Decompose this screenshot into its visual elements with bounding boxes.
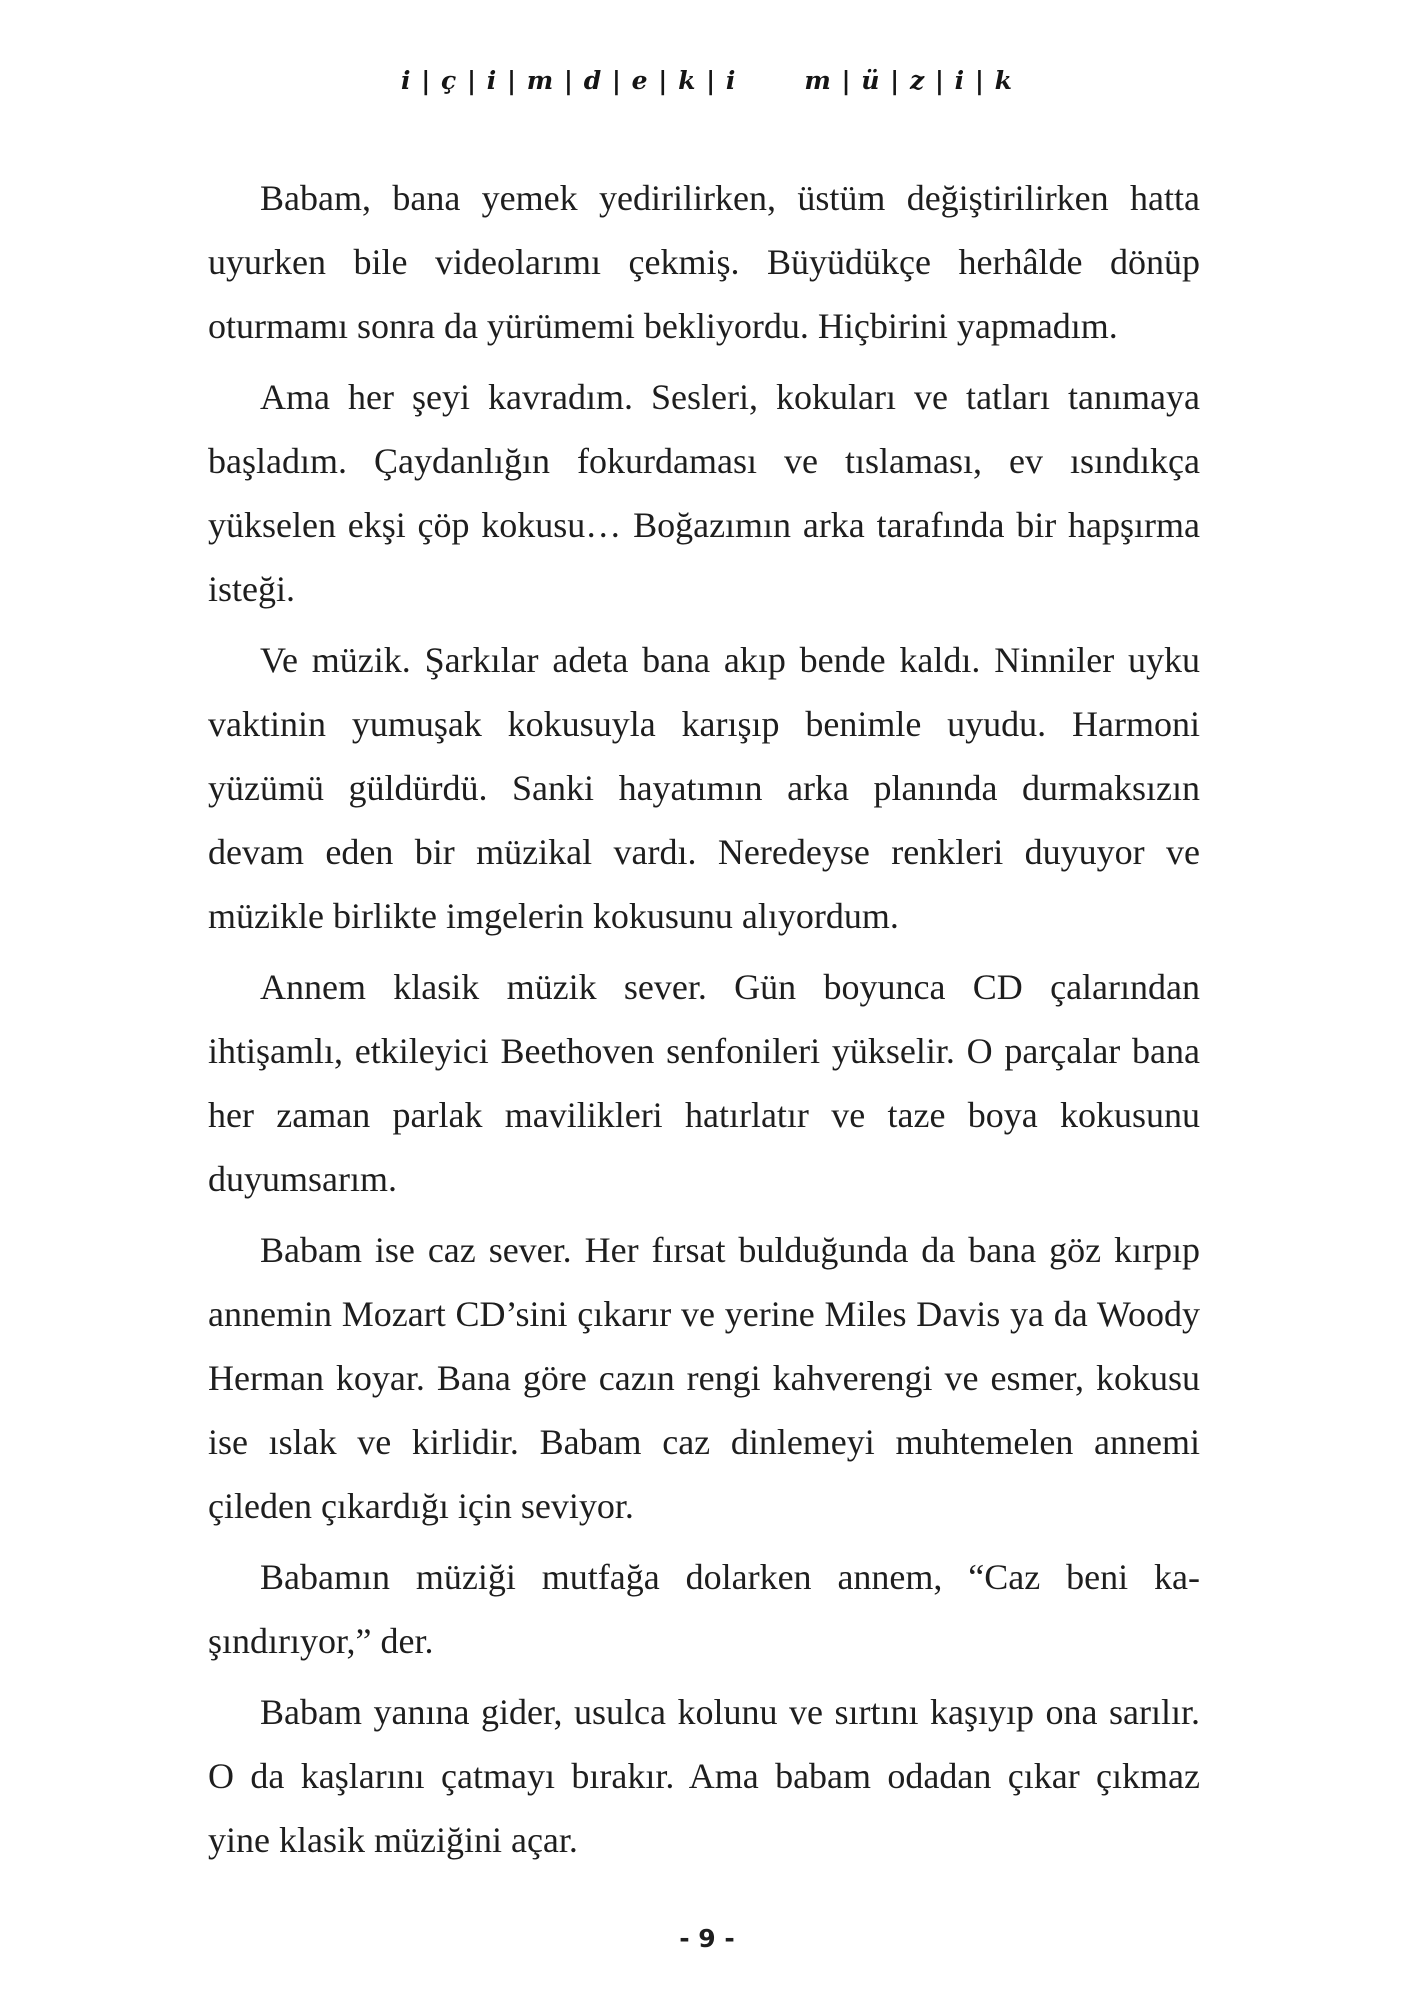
paragraph: Babam yanına gider, usulca kolunu ve sırtını kaşıyıp ona sarılır. O da kaşlarını çatmayı bırakır. Ama babam odadan çıkar çıkmaz yine klasik müziğini açar. xyxy=(208,1692,1200,1860)
paragraph: Annem klasik müzik sever. Gün boyunca CD çalarından ihtişamlı, etkileyici Beethoven senfonileri yükselir. O parçalar bana her zaman parlak mavilikleri hatırlatır ve taze boya kokusunu duyumsarım. xyxy=(208,967,1200,1199)
paragraph: Ama her şeyi kavradım. Sesleri, kokuları ve tatları tanımaya başladım. Çaydanlığın fokurdaması ve tıslaması, ev ısındıkça yükselen ekşi çöp kokusu… Boğazımın arka tarafında bir hapşırma isteği. xyxy=(208,377,1200,609)
paragraph: Babamın müziği mutfağa dolarken annem, “Caz beni kaşındırıyor,” der. xyxy=(208,1557,1200,1661)
page-number: - 9 - xyxy=(679,1924,735,1953)
running-header: i | ç | i | m | d | e | k | i m | ü | z | i | k xyxy=(401,66,1013,95)
paragraph: Babam, bana yemek yedirilirken, üstüm değiştirilirken hatta uyurken bile videolarımı çekmiş. Büyüdükçe herhâlde dönüp oturmamı sonra da yürümemi bekliyordu. Hiçbirini yapmadım. xyxy=(208,178,1200,346)
paragraph: Babam ise caz sever. Her fırsat bulduğunda da bana göz kırpıp annemin Mozart CD’sini çıkarır ve yerine Miles Davis ya da Woody Herman koyar. Bana göre cazın rengi kahverengi ve esmer, kokusu ise ıslak ve kirlidir. Babam caz dinlemeyi muhtemelen annemi çileden çıkardığı için seviyor. xyxy=(208,1230,1200,1526)
body-text xyxy=(208,166,1200,1879)
paragraph: Ve müzik. Şarkılar adeta bana akıp bende kaldı. Ninniler uyku vaktinin yumuşak kokusuyla karışıp benimle uyudu. Harmoni yüzümü güldürdü. Sanki hayatımın arka planında durmaksızın devam eden bir müzikal vardı. Neredeyse renkleri duyuyor ve müzikle birlikte imgelerin kokusunu alıyordum. xyxy=(208,640,1200,936)
